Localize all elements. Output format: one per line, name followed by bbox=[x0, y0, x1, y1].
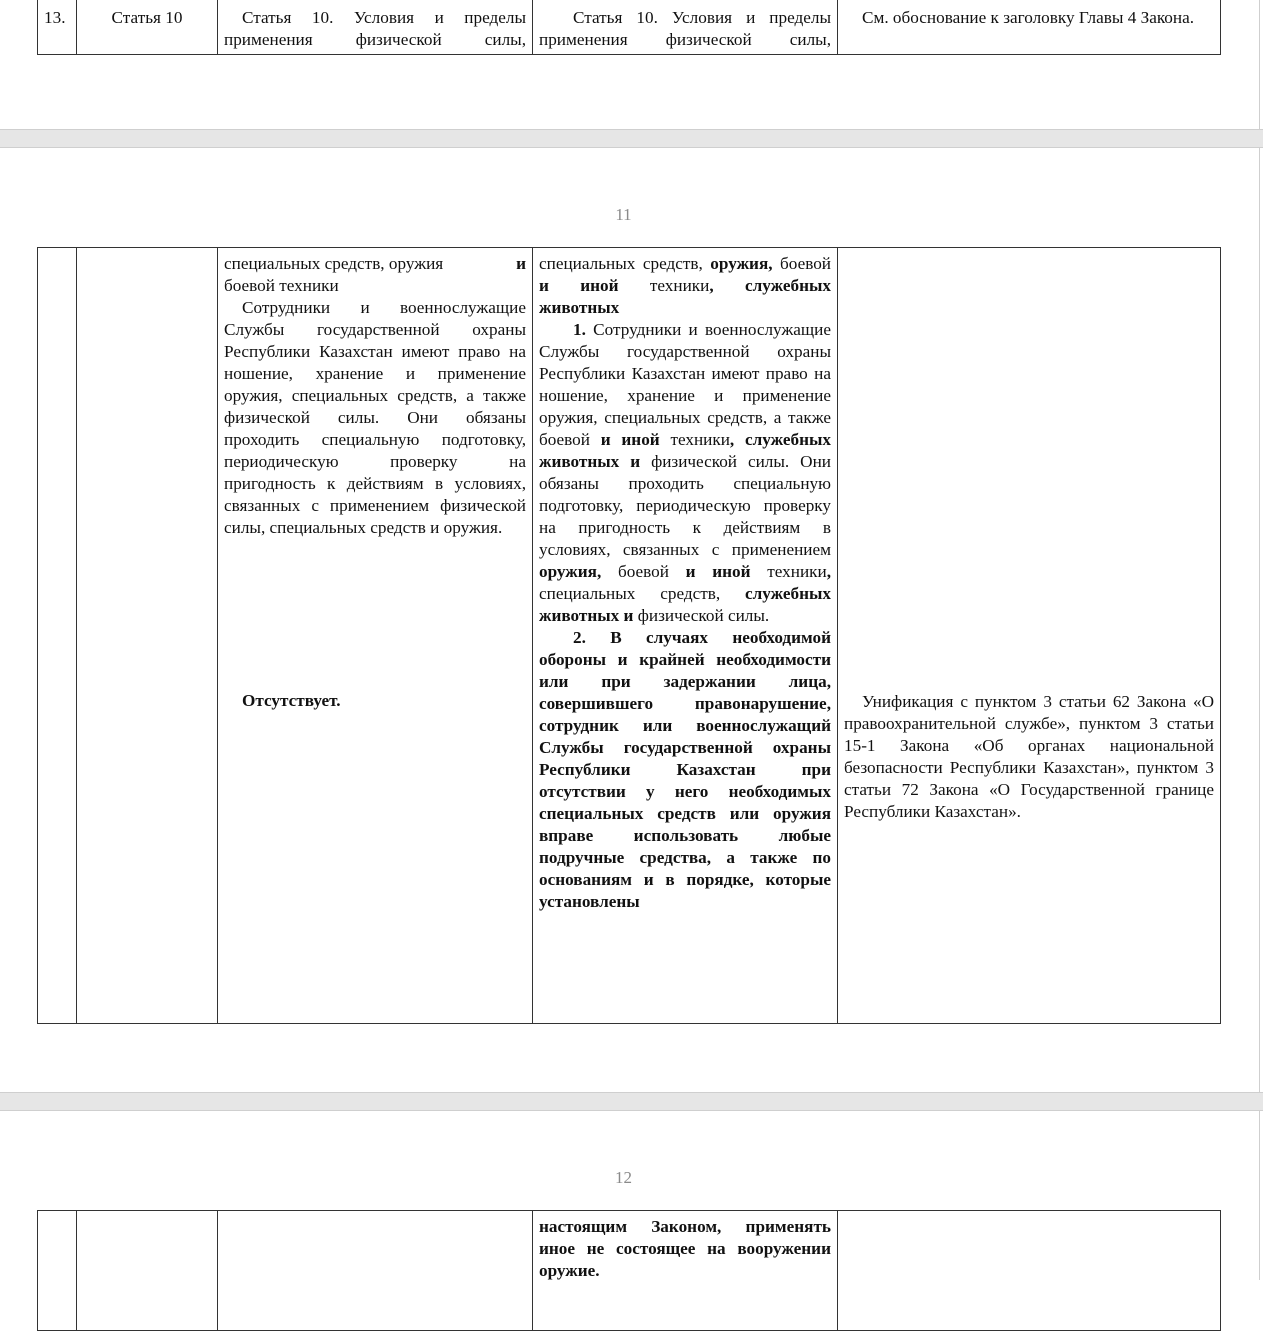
justification-text: Унификация с пунктом 3 статьи 62 Закона «О правоохранительной службе», пунктом 3 статьи 15-1 Закона «Об органах национальной безопасности Республики Казахстан», пунктом 3 статьи 72 Закона «О Государственной границе Республики Казахстан». bbox=[844, 692, 1214, 821]
justification-cell bbox=[838, 248, 1221, 1024]
row-number-cell bbox=[38, 1211, 77, 1331]
page-number: 12 bbox=[615, 1168, 632, 1187]
row-number-cell bbox=[38, 248, 77, 1024]
current-text-cell bbox=[218, 1211, 533, 1331]
page-12 bbox=[0, 1111, 1260, 1280]
current-text-cell bbox=[218, 0, 533, 55]
proposed-paragraph-1: 1. Сотрудники и военнослужащие Службы государственной охраны Республики Казахстан имеют право на ношение, хранение и применение оружия, специальных средств, а также боевой и иной техники, служебных животных и физической силы. Они обязаны проходить специальную подготовку, периодическую проверку на пригодность к действиям в условиях, связанных с применением оружия, боевой и иной техники, специальных средств, служебных животных и физической силы. bbox=[539, 320, 831, 625]
proposed-heading: специальных средств, оружия, боевой и иной техники, служебных животных bbox=[539, 254, 831, 317]
page-number: 11 bbox=[615, 205, 632, 224]
justification-cell bbox=[838, 1211, 1221, 1331]
table-row bbox=[38, 248, 1221, 1024]
article-cell bbox=[77, 1211, 218, 1331]
current-absent: Отсутствует. bbox=[242, 691, 341, 710]
article-cell bbox=[77, 0, 218, 55]
comparison-table bbox=[37, 247, 1221, 1024]
proposed-text-cell bbox=[533, 1211, 838, 1331]
table-row bbox=[38, 1211, 1221, 1331]
row-number: 13. bbox=[44, 8, 66, 27]
proposed-continued: настоящим Законом, применять иное не состоящее на вооружении оружие. bbox=[539, 1217, 831, 1280]
comparison-table bbox=[37, 1210, 1221, 1331]
current-heading-cont: боевой техники bbox=[224, 276, 339, 295]
article-ref: Статья 10 bbox=[111, 8, 183, 27]
page-10 bbox=[0, 0, 1260, 129]
page-separator bbox=[0, 1092, 1263, 1111]
current-paragraph: Сотрудники и военнослужащие Службы государственной охраны Республики Казахстан имеют право на ношение, хранение и применение оружия, специальных средств, а также физической силы. Они обязаны проходить специальную подготовку, периодическую проверку на пригодность к действиям в условиях, связанных с применением физической силы, специальных средств и оружия. bbox=[224, 298, 526, 537]
proposed-text-cell bbox=[533, 248, 838, 1024]
justification-text: См. обоснование к заголовку Главы 4 Закона. bbox=[862, 8, 1195, 27]
page-11 bbox=[0, 148, 1260, 1092]
justification-cell bbox=[838, 0, 1221, 55]
current-text-cell bbox=[218, 248, 533, 1024]
current-heading: специальных средств, оружия и bbox=[224, 254, 526, 273]
proposed-paragraph-2: 2. В случаях необходимой обороны и крайней необходимости или при задержании лица, совершившего правонарушение, сотрудник или военнослужащий Службы государственной охраны Республики Казахстан при отсутствии у него необходимых специальных средств или оружия вправе использовать любые подручные средства, а также по основаниям и в порядке, которые установлены bbox=[539, 628, 831, 911]
article-cell bbox=[77, 248, 218, 1024]
page-separator bbox=[0, 129, 1263, 148]
current-text: Статья 10. Условия и пределы применения физической силы, bbox=[224, 8, 526, 49]
comparison-table bbox=[37, 0, 1221, 55]
proposed-text: Статья 10. Условия и пределы применения физической силы, bbox=[539, 8, 831, 49]
proposed-text-cell bbox=[533, 0, 838, 55]
row-number-cell bbox=[38, 0, 77, 55]
table-row bbox=[38, 0, 1221, 55]
